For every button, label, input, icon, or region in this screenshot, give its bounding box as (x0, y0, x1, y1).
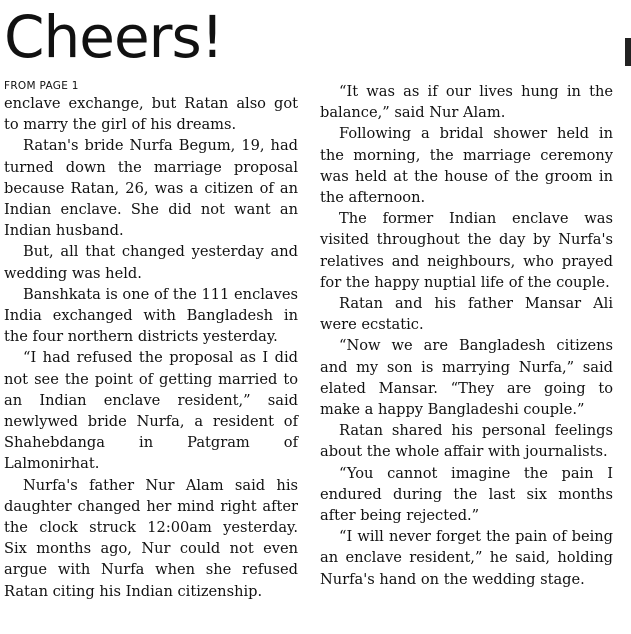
paragraph: Nurfa's father Nur Alam said his daughter changed her mind right after the clock struck 12:00am yesterday. Six months ago, Nur could not even argue with Nurfa when she refused Ratan citing his Indian citizenship. (4, 476, 298, 600)
headline: Cheers! (4, 3, 223, 71)
paragraph: Following a bridal shower held in the morning, the marriage ceremony was held at the house of the groom in the afternoon. (320, 125, 613, 207)
paragraph: Ratan and his father Mansar Ali were ecstatic. (320, 295, 613, 334)
paragraph: “It was as if our lives hung in the balance,” said Nur Alam. (320, 83, 613, 122)
paragraph: Banshkata is one of the 111 enclaves India exchanged with Bangladesh in the four northern districts yesterday. (4, 285, 298, 346)
paragraph: “Now we are Bangladesh citizens and my son is marrying Nurfa,” said elated Mansar. “They are going to make a happy Bangladeshi couple.” (320, 337, 613, 419)
paragraph: Ratan shared his personal feelings about the whole affair with journalists. (320, 422, 613, 461)
continuation-kicker: FROM PAGE 1 (4, 80, 79, 92)
paragraph: But, all that changed yesterday and wedding was held. (4, 243, 298, 282)
paragraph: enclave exchange, but Ratan also got to marry the girl of his dreams. (4, 95, 298, 134)
paragraph: “You cannot imagine the pain I endured during the last six months after being rejected.” (320, 464, 613, 525)
paragraph: The former Indian enclave was visited throughout the day by Nurfa's relatives and neighbours, who prayed for the happy nuptial life of the couple. (320, 210, 613, 291)
right-column (320, 79, 613, 590)
paragraph: “I will never forget the pain of being an enclave resident,” he said, holding Nurfa's hand on the wedding stage. (320, 528, 613, 588)
paragraph: Ratan's bride Nurfa Begum, 19, had turned down the marriage proposal because Ratan, 26, was a citizen of an Indian enclave. She did not want an Indian husband. (4, 137, 298, 240)
adjacent-column-edge (625, 38, 631, 66)
paragraph: “I had refused the proposal as I did not see the point of getting married to an Indian enclave resident,” said newlywed bride Nurfa, a resident of Shahebdanga in Patgram of Lalmonirhat. (4, 349, 298, 473)
left-column (4, 79, 298, 602)
